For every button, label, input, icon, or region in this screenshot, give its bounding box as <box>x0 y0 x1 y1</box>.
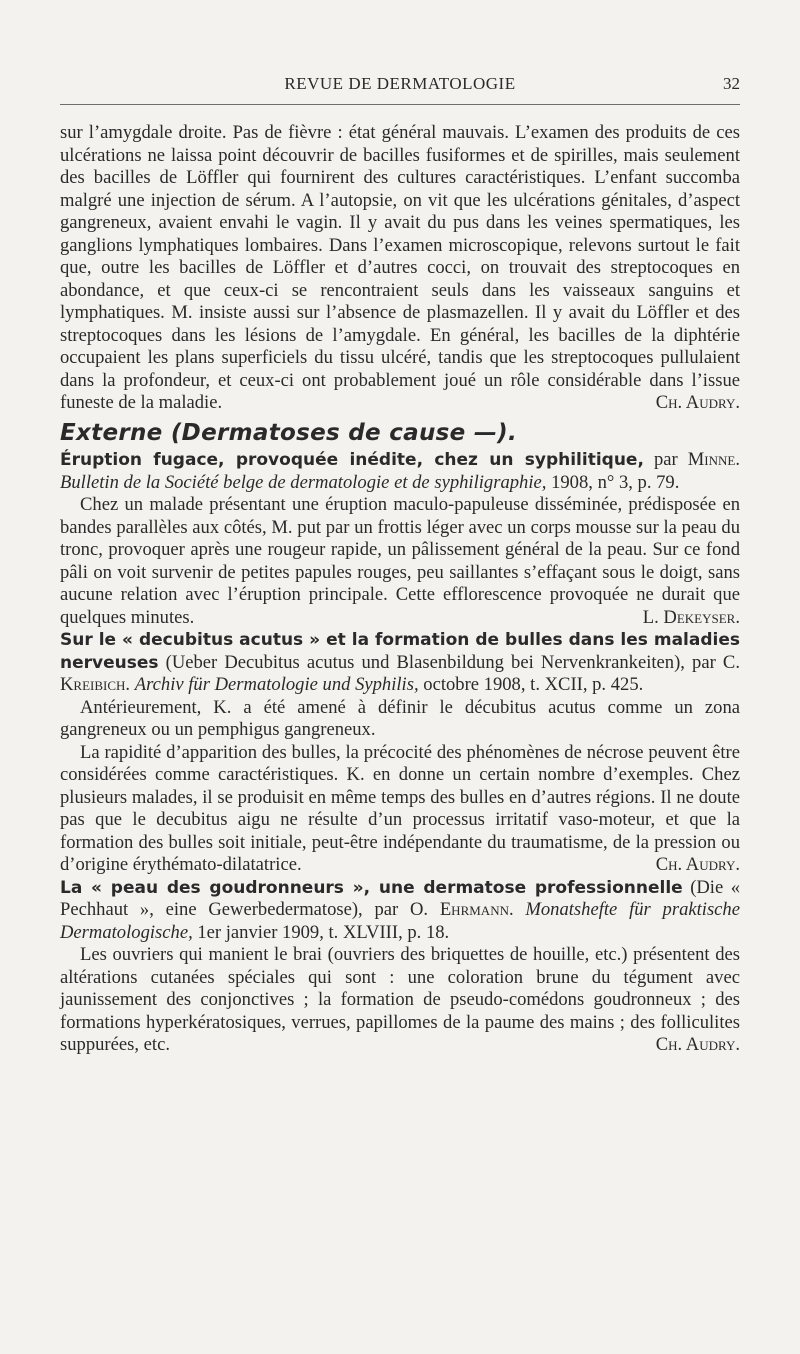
entry-header <box>60 629 740 697</box>
reference: 1908, n° 3, p. 79. <box>551 471 680 493</box>
par-word: par <box>653 449 678 470</box>
entry-paragraph: La rapidité d’apparition des bulles, la précocité des phénomènes de nécrose peuvent être considérées comme caractéristiques. K. en donne un certain nombre d’exemples. Chez plusieurs malades, il se produisit en même temps des bulles en d’autres régions. Il ne doute pas que le decubitus aigu ne résulte d’un processus irritatif vaso-moteur, et que la formation des bulles soit initiale, peut-être indépendante du traumatisme, de la pression ou d’origine érythémato-dilatatrice. Ch. Audry. <box>60 741 740 875</box>
article-title: La « peau des goudronneurs », une dermatose professionnelle <box>60 877 683 898</box>
entry-header <box>60 877 740 945</box>
journal: Bulletin de la Société belge de dermatologie et de syphiligraphie, <box>60 471 547 493</box>
journal: Archiv für Dermatologie und Syphilis, <box>134 674 419 695</box>
intro-paragraph: sur l’amygdale droite. Pas de fièvre : état général mauvais. L’examen des produits de ces ulcérations ne laissa point découvrir de bacilles fusiformes et de spirilles, mais seulement des bacilles de Löffler qui fournirent des cultures caractéristiques. L’enfant succomba malgré une injection de sérum. A l’autopsie, on vit que les ulcérations génitales, d’aspect gangreneux, avaient envahi le vagin. Il y avait du pus dans les veines spermatiques, les ganglions lymphatiques lombaires. Dans l’examen microscopique, relevons surtout le fait que, outre les bacilles de Löffler et d’autres cocci, on trouvait des streptocoques en abondance, et que ceux-ci se rencontraient seuls dans les vaisseaux sanguins et lymphatiques. M. insiste aussi sur l’absence de plasmazellen. Il y avait du Löffler et des streptocoques dans les lésions de l’amygdale. En général, les bacilles de la diphtérie occupaient les plans superficiels du tissu ulcéré, tandis que les streptocoques pullulaient dans la profondeur, et ceux-ci ont probablement joué un rôle considérable dans l’issue funeste de la maladie. Ch. Audry. <box>60 122 740 413</box>
header-rule <box>60 104 740 105</box>
author: C. Kreibich. <box>60 651 740 695</box>
signature: L. Dekeyser. <box>642 606 740 628</box>
reference: octobre 1908, t. XCII, p. 425. <box>423 674 644 695</box>
signature: Ch. Audry. <box>655 854 740 875</box>
entry-header <box>60 449 740 494</box>
running-title: REVUE DE DERMATOLOGIE <box>284 74 516 93</box>
signature: Ch. Audry. <box>655 392 740 413</box>
entry-paragraph: Chez un malade présentant une éruption maculo-papuleuse disséminée, prédisposée en bandes parallèles aux côtés, M. put par un frottis léger avec un corps mousse sur la peau du tronc, provoquer après une rougeur rapide, un pâlissement général de la peau. Sur ce fond pâli on voit survenir de petites papules rouges, peu saillantes s’effaçant sous le doigt, sans aucune relation avec l’éruption principale. Cette efflorescence provoquée ne durait que quelques minutes. L. Dekeyser. <box>60 494 740 628</box>
page-number: 32 <box>723 74 740 93</box>
entry-paragraph: Les ouvriers qui manient le brai (ouvriers des briquettes de houille, etc.) présentent des altérations cutanées spéciales qui sont : une coloration brune du tégument avec jaunissement des conjonctives ; la formation de pseudo-comédons goudronneux ; des formations hyperkératosiques, verrues, papillomes de la paume des mains ; des folliculites suppurées, etc. Ch. Audry. <box>60 944 740 1055</box>
article-subtitle: (Ueber Decubitus acutus und Blasenbildung bei Nervenkrankeiten), par <box>165 651 716 673</box>
signature: Ch. Audry. <box>655 1034 740 1055</box>
entry-paragraph: Antérieurement, K. a été amené à définir le décubitus acutus comme un zona gangreneux ou un pemphigus gangreneux. <box>60 696 740 740</box>
article-title: Éruption fugace, provoquée inédite, chez un syphilitique, <box>60 450 644 470</box>
section-title: Externe (Dermatoses de cause —). <box>60 419 518 446</box>
body-text <box>60 122 740 1057</box>
article-title: Sur le « decubitus acutus » et la formation de bulles dans les maladies nerveuses <box>60 630 740 673</box>
journal: Monatshefte für praktische Dermatologische, <box>60 899 740 943</box>
reference: 1er janvier 1909, t. XLVIII, p. 18. <box>197 921 450 943</box>
article-subtitle: (Die « Pechhaut », eine Gewerbedermatose), par <box>60 876 741 920</box>
author: Minne. <box>687 449 740 470</box>
author: O. Ehrmann. <box>409 899 514 920</box>
page-header <box>60 74 740 102</box>
